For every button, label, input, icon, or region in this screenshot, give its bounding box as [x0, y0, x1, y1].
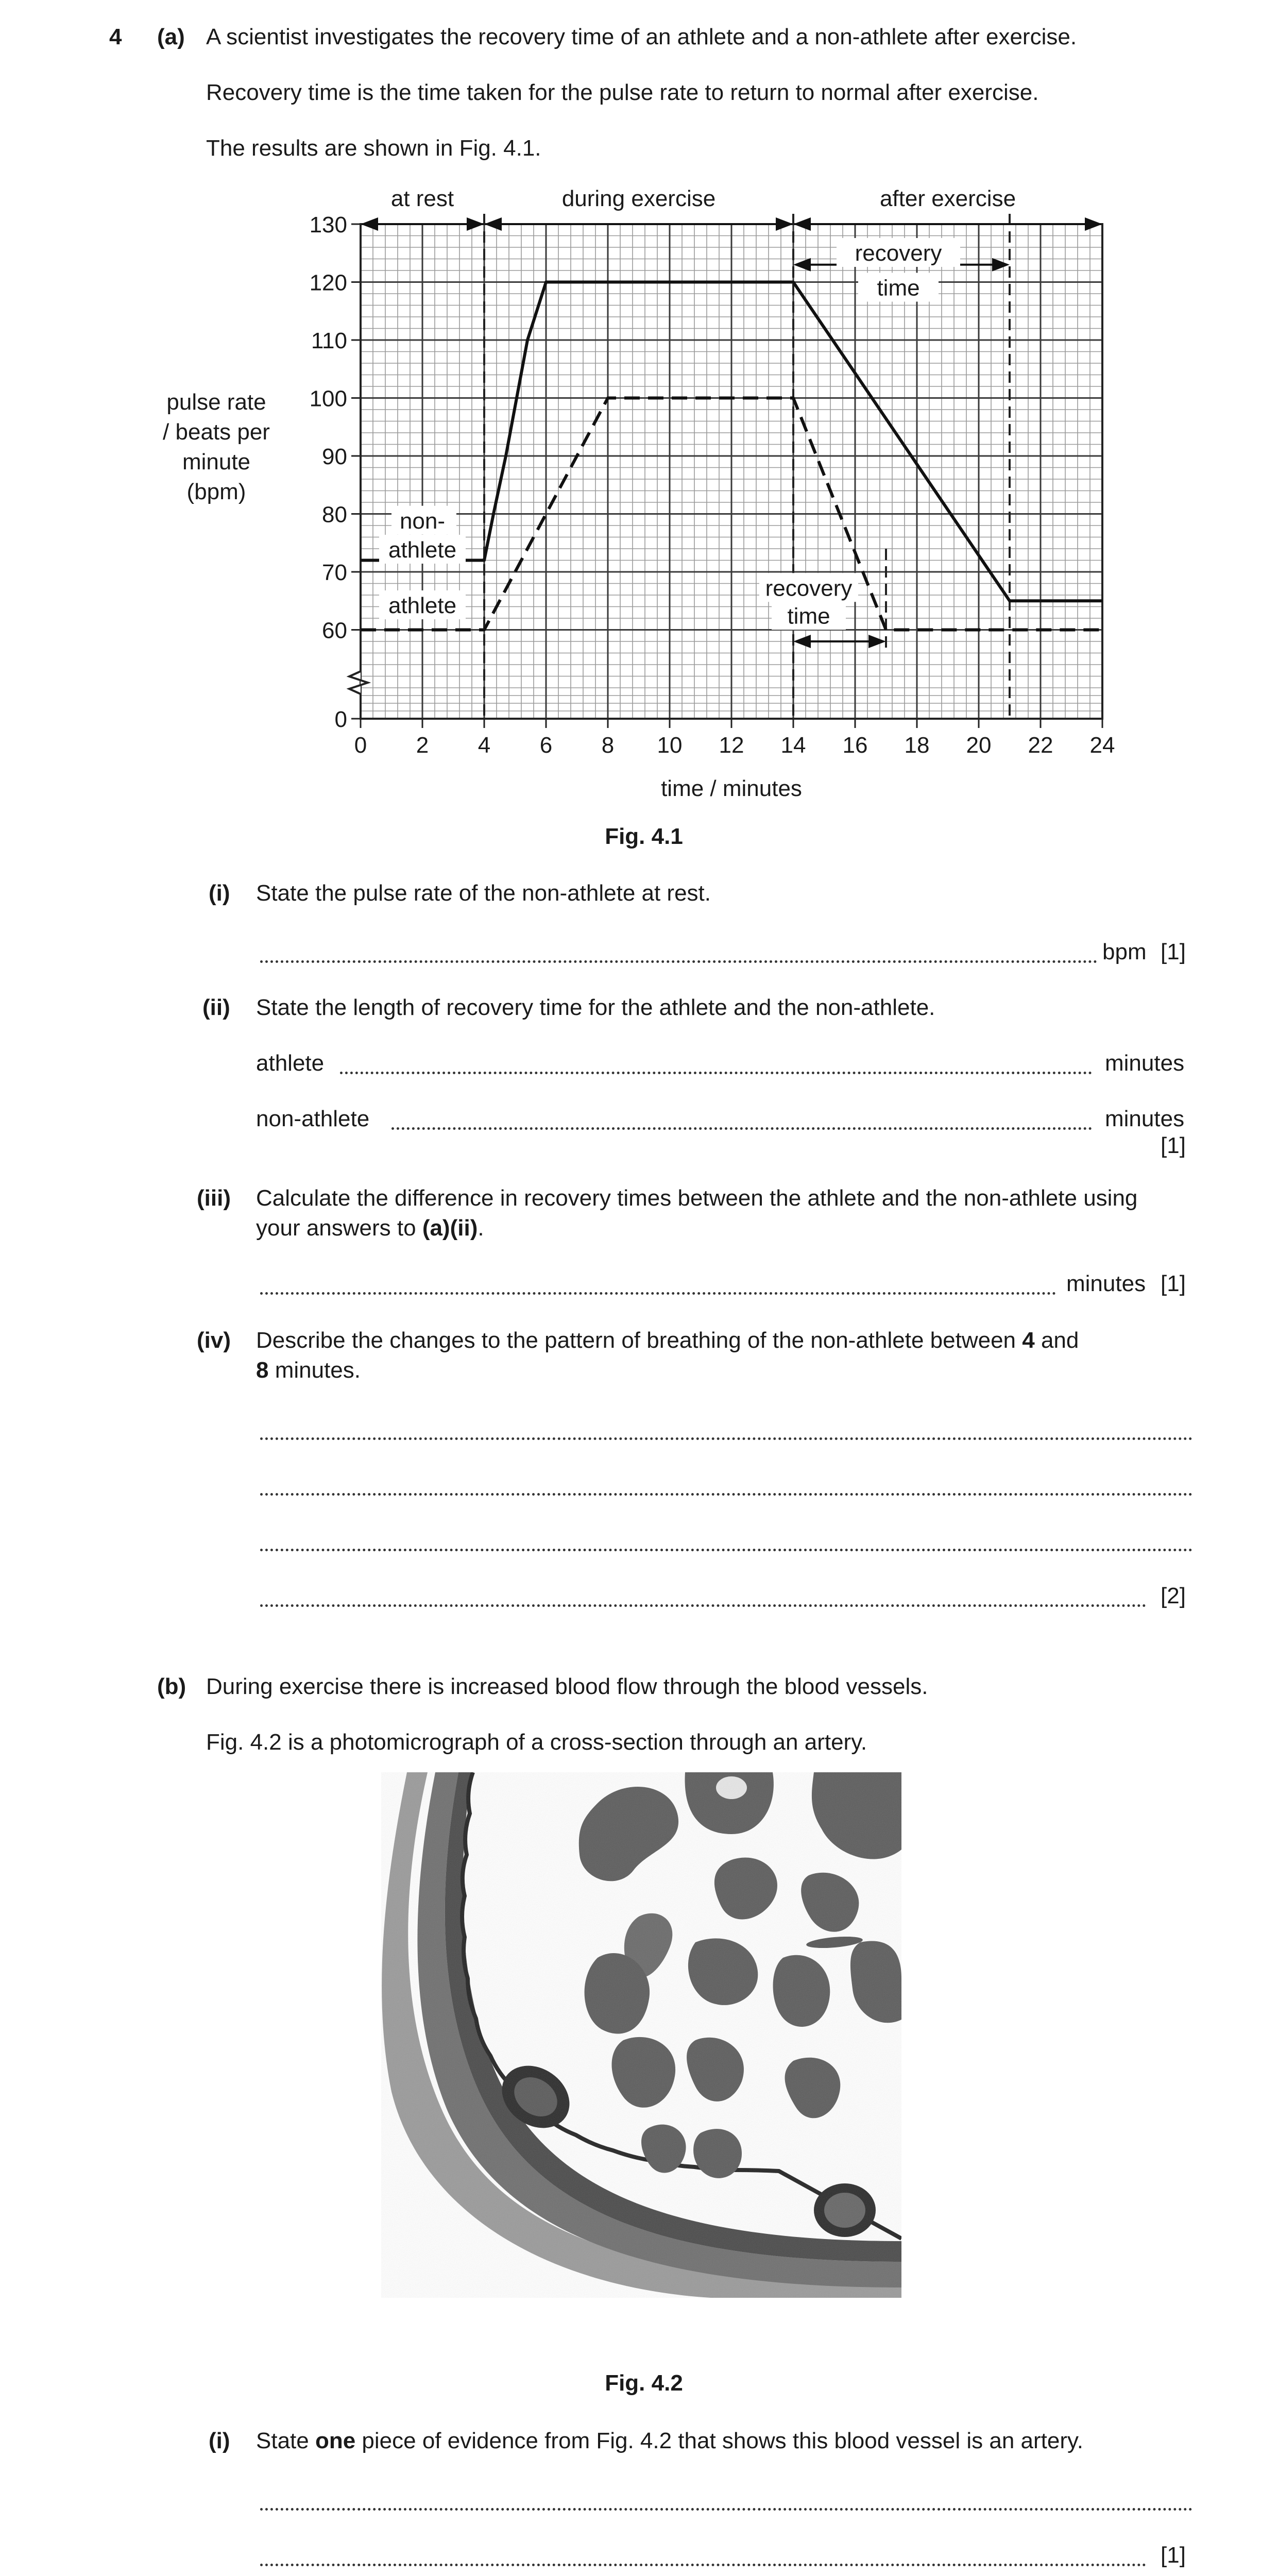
- y-tick-label: 0: [334, 707, 347, 732]
- part-b-fig-intro: Fig. 4.2 is a photomicrograph of a cross-section through an artery.: [206, 1730, 867, 1755]
- unit-bpm: bpm: [1102, 939, 1147, 964]
- mark-a-i: [1]: [1161, 939, 1186, 964]
- answer-line-a-iv-4[interactable]: [260, 1604, 1146, 1607]
- answer-line-a-iv-3[interactable]: [260, 1549, 1192, 1551]
- fig-4-1-caption: Fig. 4.1: [605, 824, 683, 849]
- arrow-recovery-non-athlete-head-right: [992, 258, 1010, 272]
- arrow-at-rest-head-left: [361, 217, 378, 231]
- arrow-at-rest-head-right: [467, 217, 484, 231]
- recovery-label-upper-1: recovery: [855, 241, 942, 266]
- x-tick-label: 22: [1028, 733, 1053, 758]
- non-athlete-label-2: athlete: [388, 537, 457, 563]
- part-a-iv-text-2: 8 minutes.: [256, 1358, 361, 1383]
- mark-a-iv: [2]: [1161, 1583, 1186, 1608]
- part-b-i-text: State one piece of evidence from Fig. 4.2 that shows this blood vessel is an artery.: [256, 2428, 1083, 2453]
- x-tick-label: 14: [780, 733, 806, 758]
- part-a-iii-label: (iii): [197, 1185, 231, 1211]
- recovery-label-lower-2: time: [787, 603, 830, 629]
- y-axis-label-line: / beats per: [163, 419, 270, 445]
- x-tick-label: 10: [657, 733, 683, 758]
- part-a-ii-label: (ii): [202, 995, 230, 1020]
- part-a-ii-text: State the length of recovery time for the athlete and the non-athlete.: [256, 995, 935, 1020]
- unit-minutes-athlete: minutes: [1105, 1050, 1185, 1076]
- non-athlete-label: non-athlete: [256, 1106, 370, 1131]
- x-tick-label: 8: [601, 733, 615, 758]
- part-a-iv-text-1: Describe the changes to the pattern of breathing of the non-athlete between 4 and: [256, 1328, 1079, 1353]
- y-tick-label: 100: [309, 386, 347, 412]
- arrow-recovery-non-athlete-head-left: [793, 258, 811, 272]
- part-a-iv-label: (iv): [197, 1328, 231, 1353]
- artery-photomicrograph: [381, 1772, 901, 2298]
- answer-line-a-iv-2[interactable]: [260, 1493, 1192, 1496]
- mark-a-ii: [1]: [1161, 1133, 1186, 1158]
- axis-break-icon: [349, 671, 368, 694]
- part-a-iii-text-2: your answers to (a)(ii).: [256, 1215, 484, 1241]
- arrow-after-exercise-head-right: [1085, 217, 1102, 231]
- athlete-label: athlete: [256, 1050, 325, 1076]
- y-axis-label-line: (bpm): [186, 479, 246, 504]
- x-tick-label: 0: [354, 733, 367, 758]
- arrow-recovery-athlete-head-right: [868, 635, 886, 648]
- y-tick-label: 70: [322, 560, 347, 585]
- phase-label-after-exercise: after exercise: [879, 186, 1016, 211]
- recovery-label-lower-1: recovery: [765, 575, 853, 601]
- x-tick-label: 12: [719, 733, 744, 758]
- y-tick-label: 80: [322, 502, 347, 528]
- answer-line-athlete[interactable]: [340, 1072, 1092, 1074]
- part-a-intro: A scientist investigates the recovery time of an athlete and a non-athlete after exercise.: [206, 24, 1077, 49]
- part-b-label: (b): [157, 1674, 186, 1699]
- part-a-i-label: (i): [209, 880, 230, 906]
- non-athlete-label-1: non-: [399, 508, 446, 534]
- answer-line-a-iv-1[interactable]: [260, 1437, 1192, 1440]
- y-tick-label: 60: [322, 618, 347, 643]
- part-a-i-text: State the pulse rate of the non-athlete at rest.: [256, 880, 711, 906]
- y-tick-label: 90: [322, 444, 347, 469]
- x-tick-label: 24: [1089, 733, 1115, 758]
- x-tick-label: 6: [539, 733, 553, 758]
- phase-label-during-exercise: during exercise: [561, 186, 716, 211]
- x-tick-label: 20: [966, 733, 992, 758]
- mark-a-iii: [1]: [1161, 1271, 1186, 1296]
- athlete-label: athlete: [388, 593, 457, 618]
- arrow-during-exercise-head-left: [484, 217, 502, 231]
- unit-minutes-non-athlete: minutes: [1105, 1106, 1185, 1131]
- x-tick-label: 18: [904, 733, 930, 758]
- part-b-i-label: (i): [209, 2428, 230, 2453]
- results-sentence: The results are shown in Fig. 4.1.: [206, 135, 541, 161]
- answer-line-non-athlete[interactable]: [391, 1127, 1092, 1130]
- y-axis-label-line: minute: [182, 449, 251, 474]
- answer-line-a-i[interactable]: [260, 960, 1097, 963]
- fig-4-2-caption: Fig. 4.2: [605, 2370, 683, 2396]
- y-tick-label: 120: [309, 270, 347, 296]
- part-a-iii-text-1: Calculate the difference in recovery times between the athlete and the non-athlete using: [256, 1185, 1138, 1211]
- recovery-definition: Recovery time is the time taken for the pulse rate to return to normal after exercise.: [206, 80, 1039, 105]
- chart-labels: [163, 186, 1016, 801]
- question-number: 4: [109, 24, 122, 49]
- x-tick-label: 4: [478, 733, 491, 758]
- answer-line-b-i-1[interactable]: [260, 2508, 1192, 2511]
- part-b-intro: During exercise there is increased blood flow through the blood vessels.: [206, 1674, 928, 1699]
- answer-line-a-iii[interactable]: [260, 1292, 1056, 1295]
- x-axis-label: time / minutes: [661, 776, 802, 801]
- arrow-after-exercise-head-left: [793, 217, 811, 231]
- x-tick-label: 16: [842, 733, 868, 758]
- x-tick-label: 2: [416, 733, 429, 758]
- y-tick-label: 130: [309, 212, 347, 238]
- recovery-label-upper-2: time: [877, 275, 920, 301]
- unit-minutes-a-iii: minutes: [1066, 1271, 1146, 1296]
- answer-line-b-i-2[interactable]: [260, 2564, 1146, 2566]
- mark-b-i: [1]: [1161, 2543, 1186, 2568]
- arrow-during-exercise-head-right: [776, 217, 793, 231]
- y-tick-label: 110: [311, 328, 347, 353]
- y-axis-label-line: pulse rate: [166, 389, 266, 415]
- pulse-rate-chart: [155, 180, 1133, 840]
- arrow-recovery-athlete-head-left: [793, 635, 811, 648]
- part-a-label: (a): [157, 24, 185, 49]
- phase-label-at-rest: at rest: [390, 186, 454, 211]
